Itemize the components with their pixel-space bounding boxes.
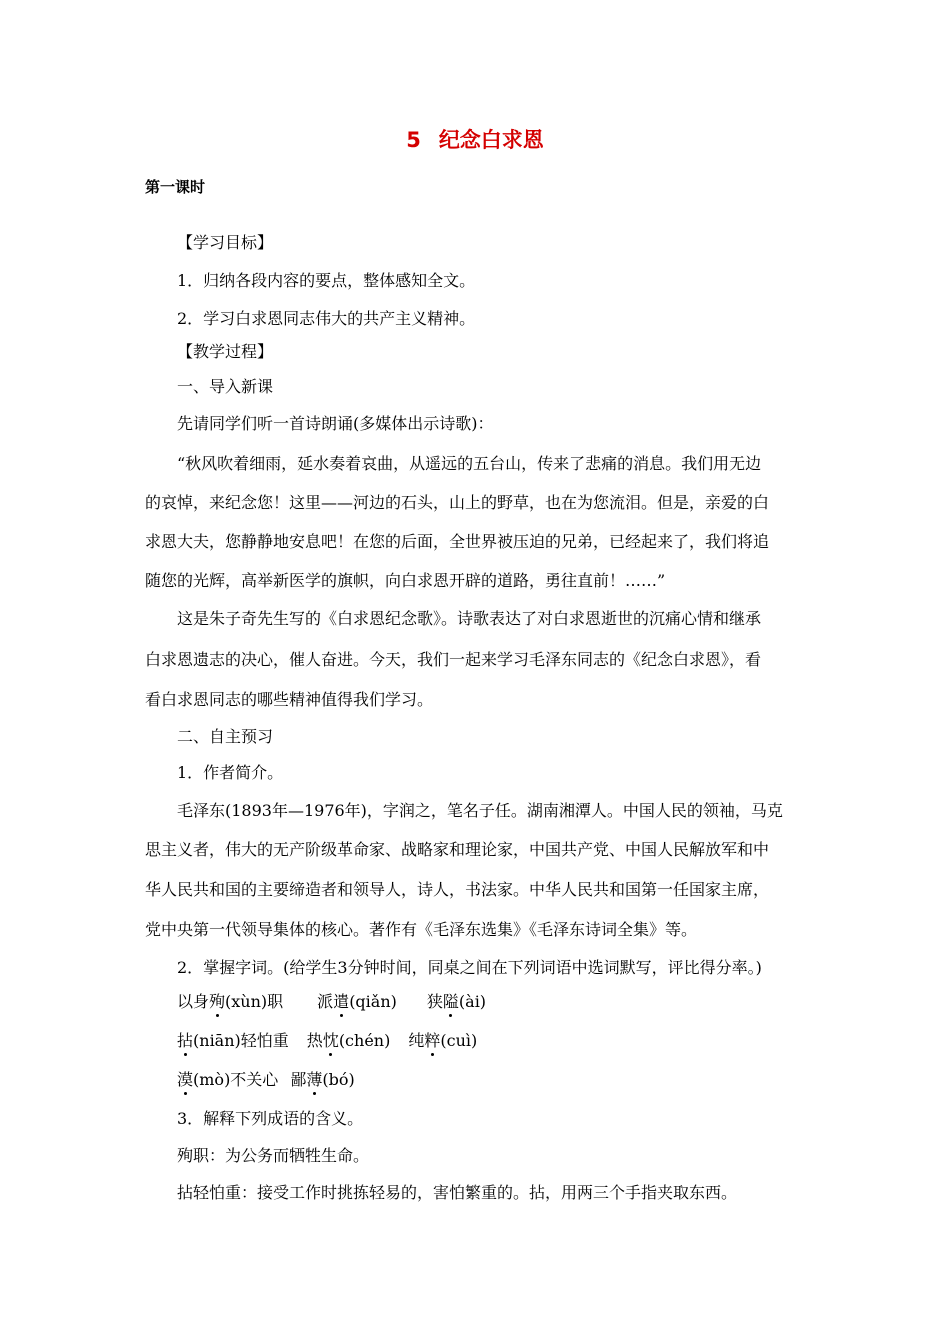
- bio-line: 毛泽东(1893年—1976年)，字润之，笔名子任。湖南湘潭人。中国人民的领袖，马克: [177, 801, 783, 820]
- item-2-heading: 2．掌握字词。(给学生3分钟时间，同桌之间在下列词语中选词默写，评比得分率。): [177, 958, 762, 977]
- vocab-word: 鄙薄(bó): [290, 1070, 355, 1089]
- bio-line: 华人民共和国的主要缔造者和领导人，诗人，书法家。中华人民共和国第一任国家主席，: [145, 880, 770, 899]
- goals-heading: 【学习目标】: [177, 233, 274, 252]
- definition: 殉职：为公务而牺牲生命。: [177, 1146, 370, 1165]
- vocab-word: 热忱(chén): [306, 1031, 391, 1050]
- paragraph-line: 看白求恩同志的哪些精神值得我们学习。: [145, 690, 434, 709]
- lesson-label: 第一课时: [145, 178, 206, 196]
- item-3-heading: 3．解释下列成语的含义。: [177, 1109, 364, 1128]
- poem-line: “秋风吹着细雨，延水奏着哀曲，从遥远的五台山，传来了悲痛的消息。我们用无边: [177, 454, 762, 473]
- goal-1: 1．归纳各段内容的要点，整体感知全文。: [177, 271, 476, 290]
- bio-line: 党中央第一代领导集体的核心。著作有《毛泽东选集》《毛泽东诗词全集》等。: [145, 920, 698, 939]
- vocab-word: 以身殉(xùn)职: [177, 992, 284, 1011]
- title-text: 纪念白求恩: [438, 128, 544, 152]
- process-heading: 【教学过程】: [177, 342, 274, 361]
- vocab-row-3: [177, 1070, 355, 1090]
- vocab-word: 漠(mò)不关心: [177, 1070, 279, 1089]
- page-title: [0, 124, 950, 154]
- vocab-word: 拈(niān)轻怕重: [177, 1031, 289, 1050]
- poem-line: 的哀悼，来纪念您！这里——河边的石头，山上的野草，也在为您流泪。但是，亲爱的白: [145, 493, 770, 512]
- paragraph-line: 这是朱子奇先生写的《白求恩纪念歌》。诗歌表达了对白求恩逝世的沉痛心情和继承: [177, 609, 762, 628]
- goal-2: 2．学习白求恩同志伟大的共产主义精神。: [177, 309, 476, 328]
- section-1-heading: 一、导入新课: [177, 377, 274, 396]
- vocab-row-2: [177, 1031, 477, 1051]
- definition: 拈轻怕重：接受工作时挑拣轻易的，害怕繁重的。拈，用两三个手指夹取东西。: [177, 1183, 738, 1202]
- vocab-word: 纯粹(cuì): [408, 1031, 478, 1050]
- poem-line: 随您的光辉，高举新医学的旗帜，向白求恩开辟的道路，勇往直前！……”: [145, 571, 666, 590]
- bio-line: 思主义者，伟大的无产阶级革命家、战略家和理论家，中国共产党、中国人民解放军和中: [145, 840, 770, 859]
- paragraph-line: 白求恩遗志的决心，催人奋进。今天，我们一起来学习毛泽东同志的《纪念白求恩》，看: [145, 650, 762, 669]
- vocab-word: 狭隘(ài): [426, 992, 487, 1011]
- title-number: 5: [406, 128, 421, 152]
- item-1-heading: 1．作者简介。: [177, 763, 284, 782]
- section-2-heading: 二、自主预习: [177, 727, 274, 746]
- vocab-row-1: [177, 992, 486, 1012]
- vocab-word: 派遣(qiǎn): [317, 992, 397, 1011]
- intro-text: 先请同学们听一首诗朗诵(多媒体出示诗歌)：: [177, 414, 494, 433]
- poem-line: 求恩大夫，您静静地安息吧！在您的后面，全世界被压迫的兄弟，已经起来了，我们将追: [145, 532, 770, 551]
